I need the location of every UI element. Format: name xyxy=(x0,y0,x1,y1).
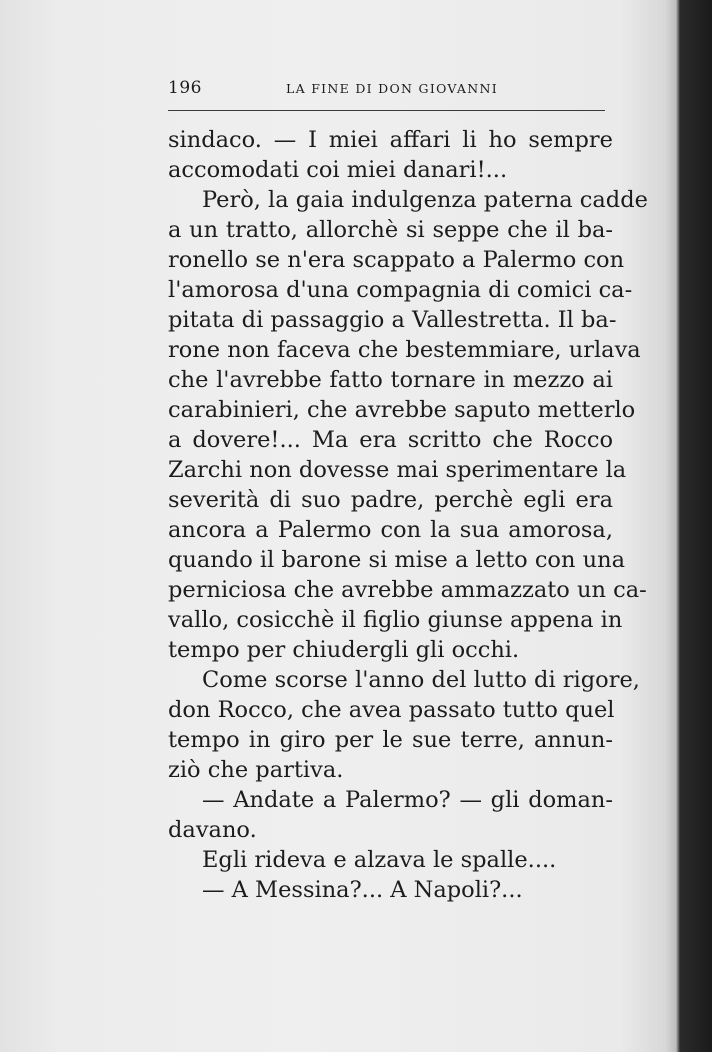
text-line: ziò che partiva. xyxy=(168,757,344,783)
header-rule xyxy=(168,110,605,111)
text-line: Però, la gaia indulgenza paterna cadde xyxy=(202,187,648,213)
text-line: tempo per chiudergli gli occhi. xyxy=(168,637,520,663)
text-line: Egli rideva e alzava le spalle.... xyxy=(202,847,557,873)
text-line: che l'avrebbe fatto tornare in mezzo ai xyxy=(168,367,613,393)
text-line: sindaco. — I miei affari li ho sempre xyxy=(168,127,613,153)
text-line: pitata di passaggio a Vallestretta. Il ba- xyxy=(168,307,617,333)
text-line: quando il barone si mise a letto con una xyxy=(168,547,626,573)
text-line: rone non faceva che bestemmiare, urlava xyxy=(168,337,641,363)
text-line: a un tratto, allorchè si seppe che il ba- xyxy=(168,217,613,243)
text-line: don Rocco, che avea passato tutto quel xyxy=(168,697,615,723)
text-line: ancora a Palermo con la sua amorosa, xyxy=(168,517,613,543)
text-line: Zarchi non dovesse mai sperimentare la xyxy=(168,457,627,483)
text-line: tempo in giro per le sue terre, annun- xyxy=(168,727,613,753)
text-line: ronello se n'era scappato a Palermo con xyxy=(168,247,625,273)
text-line: davano. xyxy=(168,817,257,843)
page-header xyxy=(168,78,608,102)
running-title: LA FINE DI DON GIOVANNI xyxy=(286,81,498,96)
text-line: Come scorse l'anno del lutto di rigore, xyxy=(202,667,640,693)
text-line: vallo, cosicchè il figlio giunse appena in xyxy=(168,607,623,633)
text-line: carabinieri, che avrebbe saputo metterlo xyxy=(168,397,636,423)
text-line: perniciosa che avrebbe ammazzato un ca- xyxy=(168,577,647,603)
text-line: — Andate a Palermo? — gli doman- xyxy=(202,787,613,813)
text-line: severità di suo padre, perchè egli era xyxy=(168,487,613,513)
text-line: l'amorosa d'una compagnia di comici ca- xyxy=(168,277,633,303)
text-line: — A Messina?... A Napoli?... xyxy=(202,877,523,903)
text-line: accomodati coi miei danari!... xyxy=(168,157,508,183)
text-line: a dovere!... Ma era scritto che Rocco xyxy=(168,427,613,453)
body-text xyxy=(168,125,648,905)
page-number: 196 xyxy=(168,78,202,98)
